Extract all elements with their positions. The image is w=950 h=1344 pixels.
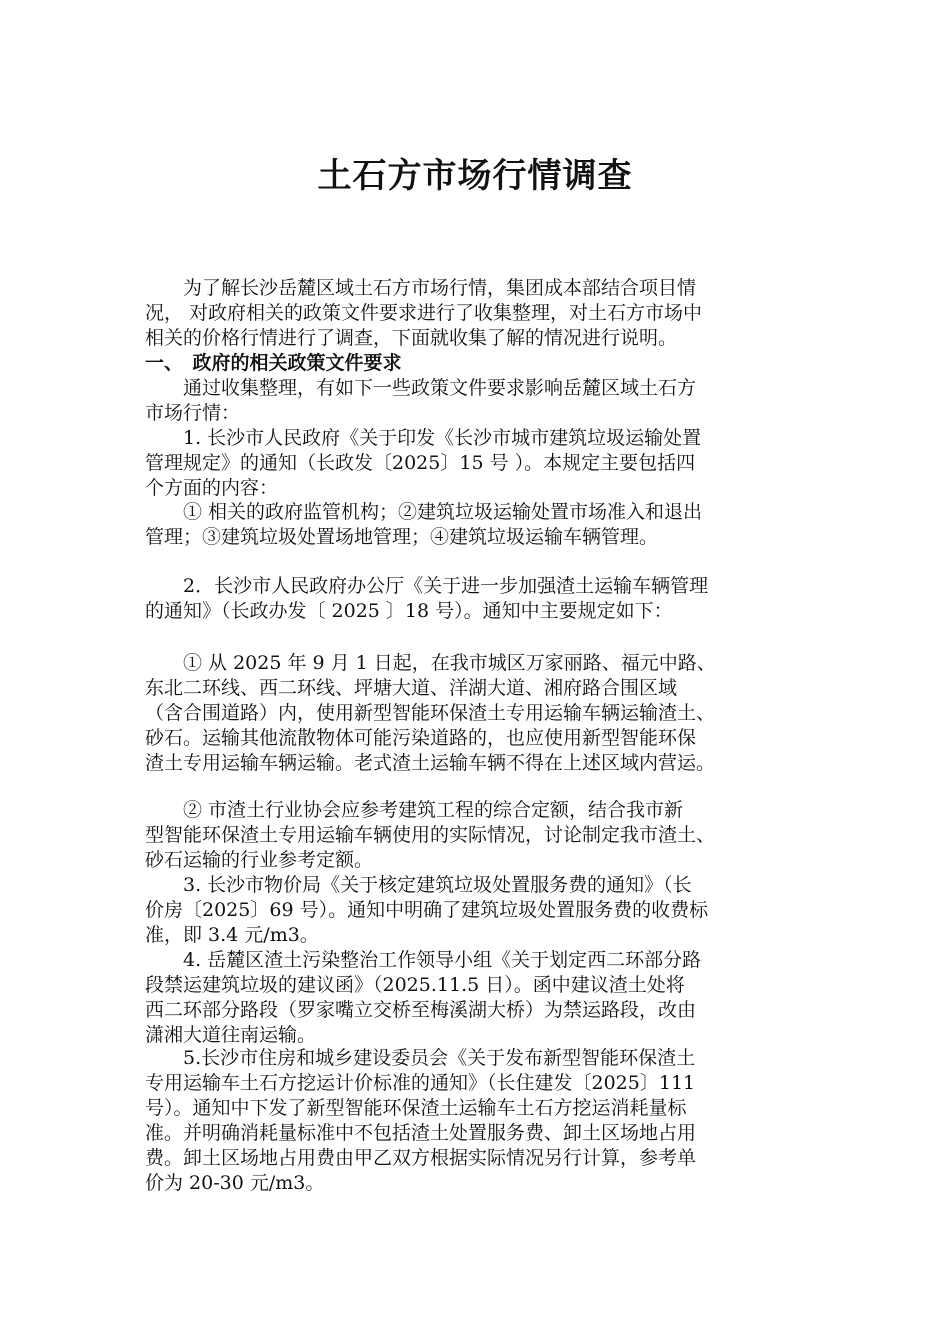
intro-paragraph: 为了解长沙岳麓区域土石方市场行情，集团成本部结合项目情 况， 对政府相关的政策文件要求进行了收集整理，对土石方市场中 相关的价格行情进行了调查，下面就收集了解的情况进行说明。 [145, 277, 703, 349]
policy-item-1: 1. 长沙市人民政府《关于印发《长沙市城市建筑垃圾运输处置 管理规定》的通知（长政发〔2025〕15 号 ）。本规定主要包括四 个方面的内容： [145, 427, 702, 499]
policy-item-3: 3. 长沙市物价局《关于核定建筑垃圾处置服务费的通知》（长 价房〔2025〕69 号）。通知中明确了建筑垃圾处置服务费的收费标 准，即 3.4 元/m3。 [145, 874, 709, 946]
policy-item-1-contents: ① 相关的政府监管机构；②建筑垃圾运输处置市场准入和退出 管理；③建筑垃圾处置场地管理；④建筑垃圾运输车辆管理。 [145, 501, 703, 548]
policy-item-4: 4. 岳麓区渣土污染整治工作领导小组《关于划定西二环部分路 段禁运建筑垃圾的建议函》（2025.11.5 日）。函中建议渣土处将 西二环部分路段（罗家嘴立交桥至梅溪湖大桥）为禁运路段，改由 潇湘大道往南运输。 [145, 949, 702, 1046]
section-heading-1: 一、 政府的相关政策文件要求 [145, 352, 402, 374]
policy-item-2-point-1: ① 从 2025 年 9 月 1 日起，在我市城区万家丽路、福元中路、 东北二环线、西二环线、坪塘大道、洋湖大道、湘府路合围区域 （含合围道路）内，使用新型智能环保渣土专用运输车辆运输渣土、 砂石。运输其他流散物体可能污染道路的，也应使用新型智能环保 渣土专用运输车辆运输。老式渣土运输车辆不得在上述区域内营运。 [145, 652, 716, 774]
policy-item-2-point-2: ② 市渣土行业协会应参考建筑工程的综合定额，结合我市新 型智能环保渣土专用运输车辆使用的实际情况，讨论制定我市渣土、 砂石运输的行业参考定额。 [145, 799, 716, 871]
policy-item-2: 2．长沙市人民政府办公厅《关于进一步加强渣土运输车辆管理 的通知》（长政办发〔 2025 〕18 号）。通知中主要规定如下： [145, 575, 709, 622]
document-title: 土石方市场行情调查 [317, 156, 633, 196]
section-intro-paragraph: 通过收集整理，有如下一些政策文件要求影响岳麓区域土石方 市场行情： [145, 377, 697, 424]
policy-item-5: 5.长沙市住房和城乡建设委员会《关于发布新型智能环保渣土 专用运输车土石方挖运计价标准的通知》（长住建发〔2025〕111 号）。通知中下发了新型智能环保渣土运输车土石方挖运消耗量标 准。并明确消耗量标准中不包括渣土处置服务费、卸土区场地占用 费。卸土区场地占用费由甲乙双方根据实际情况另行计算，参考单 价为 20-30 元/m3。 [145, 1047, 697, 1194]
